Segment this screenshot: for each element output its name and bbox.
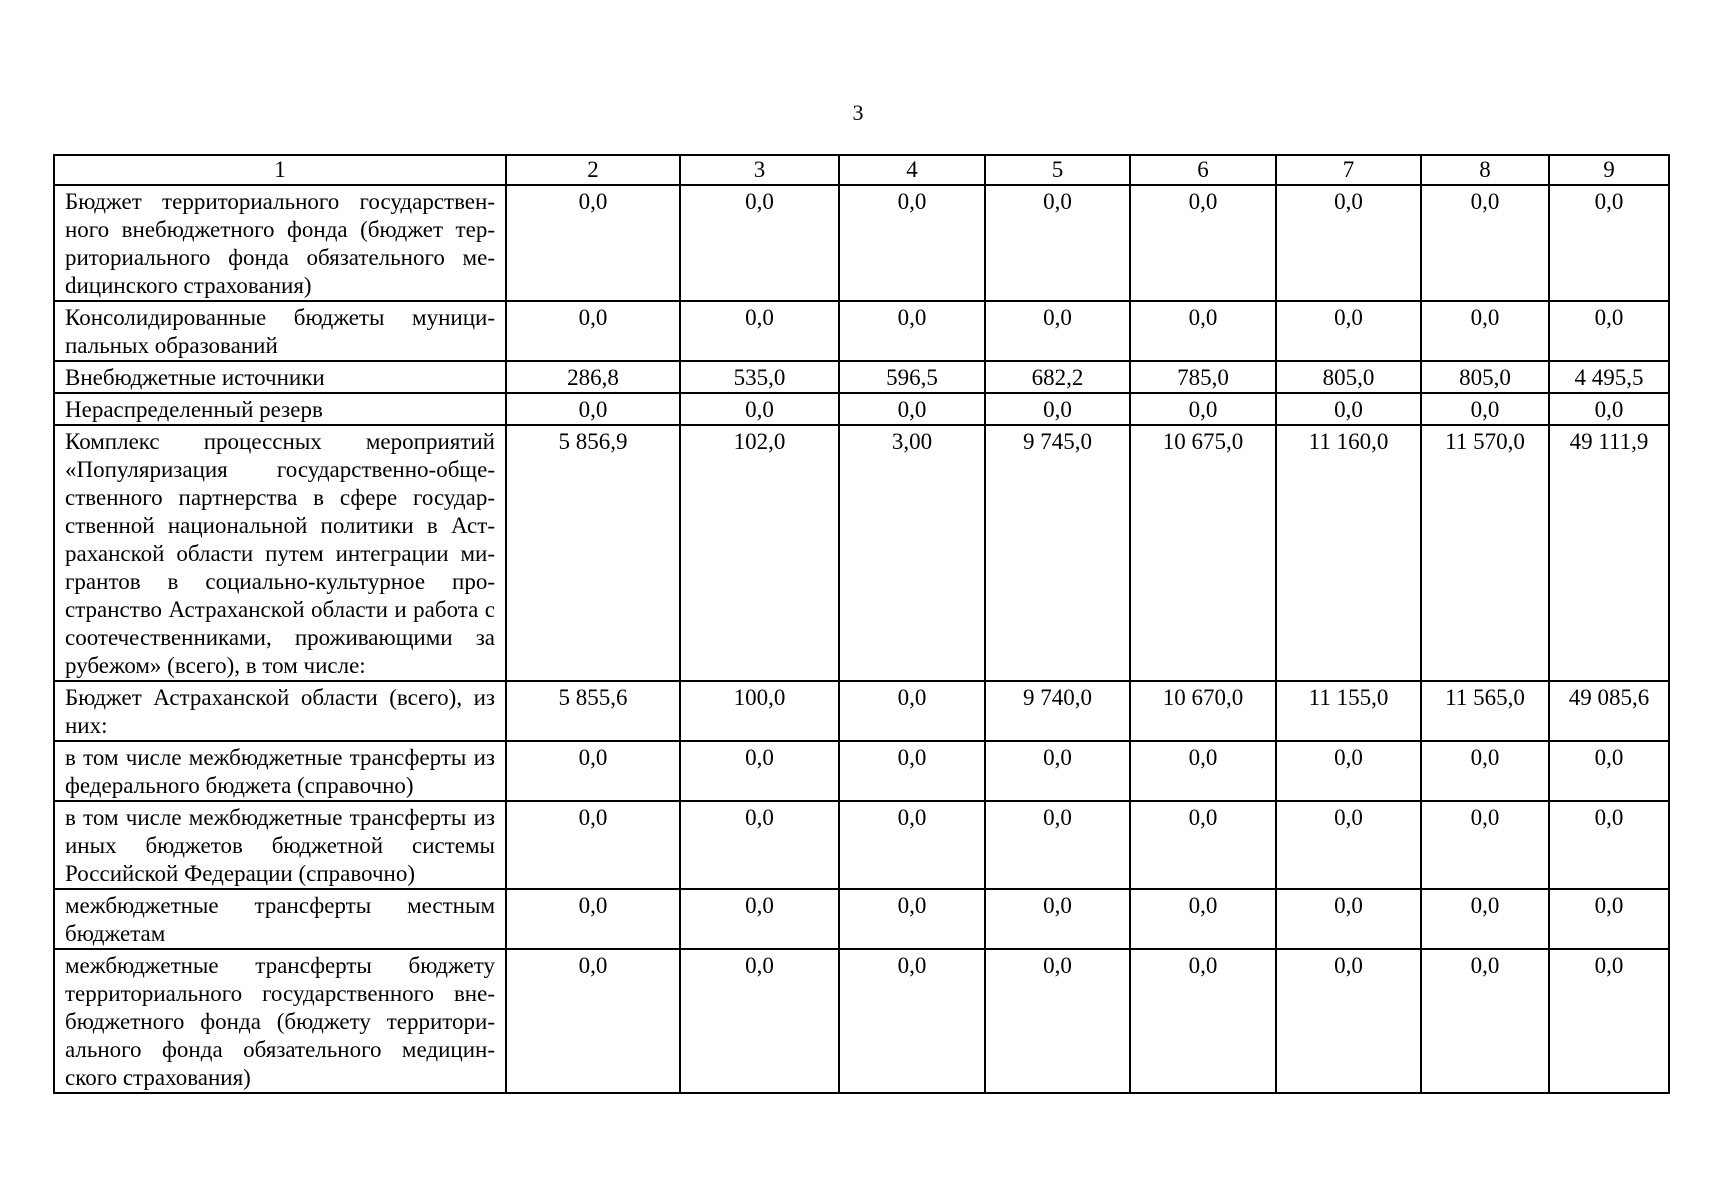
value-cell-col-9: 49 111,9 xyxy=(1549,425,1669,681)
value-cell-col-5: 0,0 xyxy=(985,889,1130,949)
value-cell-col-5: 682,2 xyxy=(985,361,1130,393)
row-name: Внебюджетные источники xyxy=(54,361,506,393)
value-cell-col-6: 0,0 xyxy=(1130,801,1276,889)
column-header-1: 1 xyxy=(54,155,506,185)
value-cell-col-7: 0,0 xyxy=(1276,393,1421,425)
value-cell-col-9: 0,0 xyxy=(1549,741,1669,801)
value-cell-col-4: 0,0 xyxy=(839,681,985,741)
value-cell-col-9: 0,0 xyxy=(1549,889,1669,949)
column-header-5: 5 xyxy=(985,155,1130,185)
value-cell-col-4: 0,0 xyxy=(839,741,985,801)
value-cell-col-5: 0,0 xyxy=(985,801,1130,889)
value-cell-col-5: 0,0 xyxy=(985,301,1130,361)
value-cell-col-4: 0,0 xyxy=(839,801,985,889)
value-cell-col-7: 11 155,0 xyxy=(1276,681,1421,741)
value-cell-col-8: 0,0 xyxy=(1421,741,1549,801)
value-cell-col-7: 11 160,0 xyxy=(1276,425,1421,681)
value-cell-col-8: 0,0 xyxy=(1421,801,1549,889)
value-cell-col-3: 0,0 xyxy=(680,949,839,1093)
value-cell-col-2: 0,0 xyxy=(506,393,680,425)
column-header-8: 8 xyxy=(1421,155,1549,185)
row-name: в том числе межбюджетные трансферты из федерального бюджета (справочно) xyxy=(54,741,506,801)
column-header-4: 4 xyxy=(839,155,985,185)
value-cell-col-4: 596,5 xyxy=(839,361,985,393)
budget-table xyxy=(53,154,1670,1094)
value-cell-col-9: 0,0 xyxy=(1549,949,1669,1093)
table-row xyxy=(54,681,1669,741)
value-cell-col-2: 0,0 xyxy=(506,949,680,1093)
column-header-6: 6 xyxy=(1130,155,1276,185)
value-cell-col-8: 11 565,0 xyxy=(1421,681,1549,741)
value-cell-col-7: 805,0 xyxy=(1276,361,1421,393)
table-body xyxy=(54,185,1669,1093)
table-row xyxy=(54,361,1669,393)
table-row xyxy=(54,889,1669,949)
column-header-3: 3 xyxy=(680,155,839,185)
value-cell-col-3: 100,0 xyxy=(680,681,839,741)
value-cell-col-4: 0,0 xyxy=(839,889,985,949)
row-name: межбюджетные трансферты бюджету территориального государственного внебюджетного фонда (бюджету территориального фонда обязательного медицинского страхования) xyxy=(54,949,506,1093)
value-cell-col-9: 4 495,5 xyxy=(1549,361,1669,393)
value-cell-col-3: 102,0 xyxy=(680,425,839,681)
row-name: в том числе межбюджетные трансферты из иных бюджетов бюджетной системы Российской Федерации (справочно) xyxy=(54,801,506,889)
value-cell-col-2: 0,0 xyxy=(506,185,680,301)
page-number: 3 xyxy=(852,100,864,125)
value-cell-col-3: 0,0 xyxy=(680,185,839,301)
value-cell-col-8: 0,0 xyxy=(1421,889,1549,949)
value-cell-col-8: 805,0 xyxy=(1421,361,1549,393)
value-cell-col-3: 0,0 xyxy=(680,889,839,949)
value-cell-col-6: 0,0 xyxy=(1130,889,1276,949)
value-cell-col-5: 0,0 xyxy=(985,185,1130,301)
value-cell-col-3: 0,0 xyxy=(680,741,839,801)
value-cell-col-6: 785,0 xyxy=(1130,361,1276,393)
value-cell-col-6: 0,0 xyxy=(1130,185,1276,301)
value-cell-col-2: 5 856,9 xyxy=(506,425,680,681)
value-cell-col-4: 0,0 xyxy=(839,185,985,301)
column-header-9: 9 xyxy=(1549,155,1669,185)
value-cell-col-4: 0,0 xyxy=(839,301,985,361)
row-name: Консолидированные бюджеты муниципальных образований xyxy=(54,301,506,361)
value-cell-col-3: 535,0 xyxy=(680,361,839,393)
header-row xyxy=(54,155,1669,185)
value-cell-col-5: 9 740,0 xyxy=(985,681,1130,741)
value-cell-col-9: 0,0 xyxy=(1549,801,1669,889)
value-cell-col-2: 5 855,6 xyxy=(506,681,680,741)
value-cell-col-2: 0,0 xyxy=(506,741,680,801)
value-cell-col-8: 0,0 xyxy=(1421,393,1549,425)
value-cell-col-3: 0,0 xyxy=(680,301,839,361)
value-cell-col-5: 0,0 xyxy=(985,393,1130,425)
value-cell-col-3: 0,0 xyxy=(680,801,839,889)
value-cell-col-7: 0,0 xyxy=(1276,185,1421,301)
table-row xyxy=(54,301,1669,361)
value-cell-col-2: 0,0 xyxy=(506,889,680,949)
value-cell-col-2: 0,0 xyxy=(506,301,680,361)
value-cell-col-9: 0,0 xyxy=(1549,185,1669,301)
row-name: межбюджетные трансферты местным бюджетам xyxy=(54,889,506,949)
value-cell-col-6: 0,0 xyxy=(1130,741,1276,801)
column-header-2: 2 xyxy=(506,155,680,185)
value-cell-col-8: 0,0 xyxy=(1421,949,1549,1093)
value-cell-col-7: 0,0 xyxy=(1276,301,1421,361)
table-row xyxy=(54,185,1669,301)
value-cell-col-6: 0,0 xyxy=(1130,393,1276,425)
value-cell-col-7: 0,0 xyxy=(1276,741,1421,801)
table-row xyxy=(54,425,1669,681)
row-name: Бюджет Астраханской области (всего), из них: xyxy=(54,681,506,741)
table-row xyxy=(54,949,1669,1093)
value-cell-col-9: 0,0 xyxy=(1549,393,1669,425)
value-cell-col-4: 0,0 xyxy=(839,949,985,1093)
value-cell-col-7: 0,0 xyxy=(1276,889,1421,949)
column-header-7: 7 xyxy=(1276,155,1421,185)
value-cell-col-5: 9 745,0 xyxy=(985,425,1130,681)
value-cell-col-8: 11 570,0 xyxy=(1421,425,1549,681)
value-cell-col-7: 0,0 xyxy=(1276,949,1421,1093)
value-cell-col-4: 0,0 xyxy=(839,393,985,425)
row-name: Нераспределенный резерв xyxy=(54,393,506,425)
table-row xyxy=(54,393,1669,425)
value-cell-col-6: 10 670,0 xyxy=(1130,681,1276,741)
value-cell-col-8: 0,0 xyxy=(1421,185,1549,301)
table-row xyxy=(54,741,1669,801)
value-cell-col-5: 0,0 xyxy=(985,949,1130,1093)
value-cell-col-7: 0,0 xyxy=(1276,801,1421,889)
value-cell-col-6: 10 675,0 xyxy=(1130,425,1276,681)
value-cell-col-6: 0,0 xyxy=(1130,301,1276,361)
value-cell-col-6: 0,0 xyxy=(1130,949,1276,1093)
value-cell-col-2: 0,0 xyxy=(506,801,680,889)
table-row xyxy=(54,801,1669,889)
value-cell-col-5: 0,0 xyxy=(985,741,1130,801)
value-cell-col-9: 49 085,6 xyxy=(1549,681,1669,741)
value-cell-col-9: 0,0 xyxy=(1549,301,1669,361)
value-cell-col-8: 0,0 xyxy=(1421,301,1549,361)
row-name: Бюджет территориального государственного внебюджетного фонда (бюджет территориального фонда обязательного меdицинского страхования) xyxy=(54,185,506,301)
value-cell-col-3: 0,0 xyxy=(680,393,839,425)
value-cell-col-4: 3,00 xyxy=(839,425,985,681)
value-cell-col-2: 286,8 xyxy=(506,361,680,393)
row-name: Комплекс процессных мероприятий «Популяризация государственно-общественного партнерства в сфере государственной национальной политики в Астраханской области путем интеграции мигрантов в социально-культурное пространство Астраханской области и работа с соотечественниками, проживающими за рубежом» (всего), в том числе: xyxy=(54,425,506,681)
